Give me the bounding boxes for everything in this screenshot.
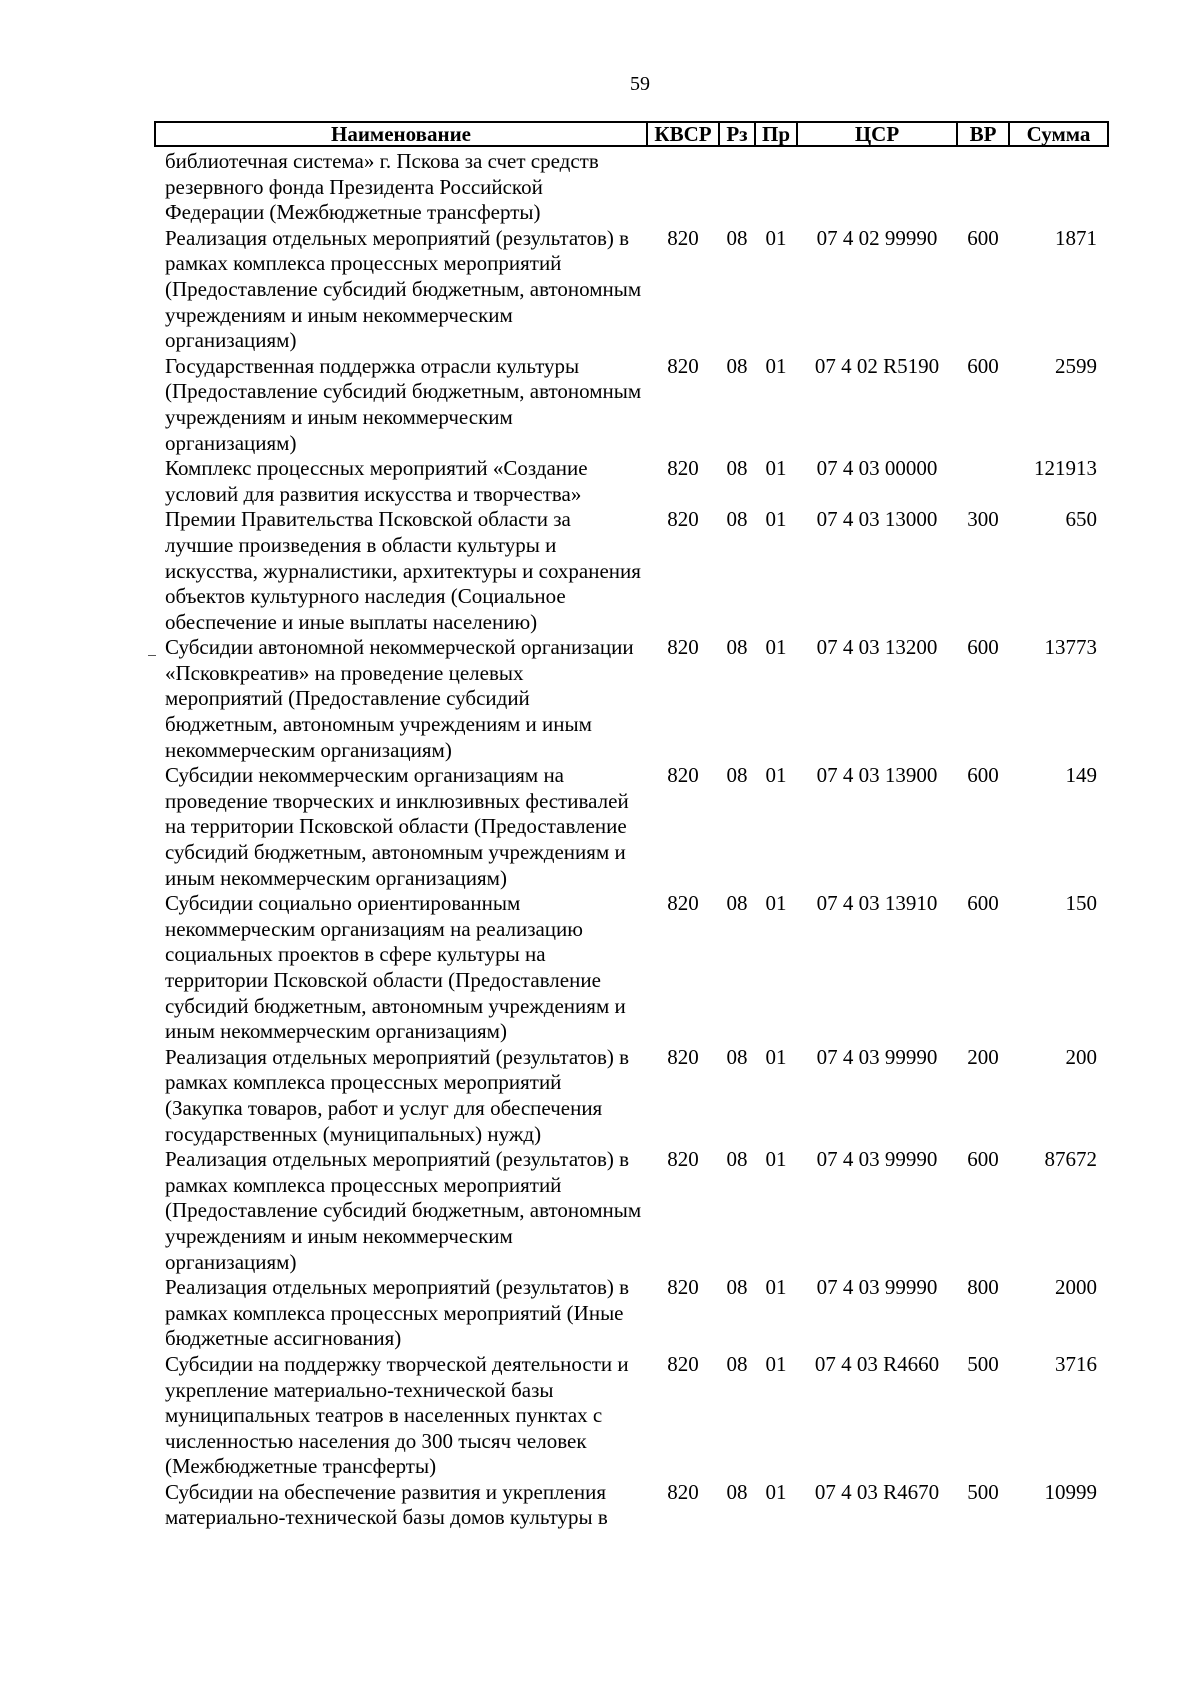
row-pr: 01 bbox=[765, 1479, 787, 1504]
row-kvsr: 820 bbox=[667, 507, 699, 532]
header-vr: ВР bbox=[957, 122, 1009, 146]
row-name: Реализация отдельных мероприятий (результатов) в рамках комплекса процессных мероприятий (Закупка товаров, работ и услуг для обеспечения государственных (муниципальных) нужд) bbox=[165, 1044, 630, 1146]
table-row bbox=[155, 226, 1108, 354]
row-vr: 800 bbox=[967, 1275, 999, 1300]
row-csr: 07 4 03 13910 bbox=[816, 891, 938, 916]
row-pr: 01 bbox=[765, 1351, 787, 1376]
row-pr: 01 bbox=[765, 635, 787, 660]
row-kvsr: 820 bbox=[667, 1275, 699, 1300]
table-row bbox=[155, 507, 1108, 635]
row-csr: 07 4 03 99990 bbox=[816, 1275, 938, 1300]
row-csr: 07 4 03 13900 bbox=[816, 763, 938, 788]
row-name: Реализация отдельных мероприятий (результатов) в рамках комплекса процессных мероприятий (Предоставление субсидий бюджетным, автономным учреждениям и иным некоммерческим организациям) bbox=[165, 225, 642, 353]
row-csr: 07 4 03 13200 bbox=[816, 635, 938, 660]
row-pr bbox=[755, 146, 797, 226]
row-sum: 2000 bbox=[1055, 1275, 1097, 1300]
margin-mark bbox=[148, 655, 156, 656]
table-row bbox=[155, 1275, 1108, 1352]
row-vr: 600 bbox=[967, 635, 999, 660]
row-csr: 07 4 02 99990 bbox=[816, 225, 938, 250]
row-pr: 01 bbox=[765, 225, 787, 250]
row-rz bbox=[719, 146, 755, 226]
row-vr bbox=[957, 146, 1009, 226]
row-rz: 08 bbox=[726, 225, 748, 250]
row-csr: 07 4 03 99990 bbox=[816, 1147, 938, 1172]
row-pr: 01 bbox=[765, 891, 787, 916]
row-rz: 08 bbox=[726, 507, 748, 532]
table-row bbox=[155, 1480, 1108, 1531]
row-rz: 08 bbox=[726, 353, 748, 378]
row-rz: 08 bbox=[726, 891, 748, 916]
row-rz: 08 bbox=[726, 1275, 748, 1300]
row-kvsr: 820 bbox=[667, 1147, 699, 1172]
row-rz: 08 bbox=[726, 763, 748, 788]
budget-table bbox=[154, 121, 1109, 1531]
row-vr: 500 bbox=[967, 1351, 999, 1376]
row-name: Субсидии некоммерческим организациям на проведение творческих и инклюзивных фестивалей на территории Псковской области (Предоставление субсидий бюджетным, автономным учреждениям и иным некоммерческим организациям) bbox=[165, 763, 629, 890]
row-sum: 1871 bbox=[1055, 225, 1097, 250]
table-row bbox=[155, 456, 1108, 507]
row-csr bbox=[797, 146, 957, 226]
row-pr: 01 bbox=[765, 507, 787, 532]
row-sum: 200 bbox=[1065, 1044, 1097, 1069]
row-kvsr: 820 bbox=[667, 456, 699, 481]
row-sum: 650 bbox=[1065, 507, 1097, 532]
page-number: 59 bbox=[630, 73, 650, 95]
row-vr: 500 bbox=[967, 1479, 999, 1504]
row-pr: 01 bbox=[765, 1044, 787, 1069]
row-vr: 600 bbox=[967, 891, 999, 916]
row-sum: 121913 bbox=[1034, 456, 1097, 481]
row-vr: 600 bbox=[967, 353, 999, 378]
table-row bbox=[155, 891, 1108, 1045]
row-rz: 08 bbox=[726, 1147, 748, 1172]
table-row bbox=[155, 1147, 1108, 1275]
row-csr: 07 4 03 99990 bbox=[816, 1044, 938, 1069]
row-kvsr: 820 bbox=[667, 635, 699, 660]
row-rz: 08 bbox=[726, 1351, 748, 1376]
row-pr: 01 bbox=[765, 1147, 787, 1172]
row-sum: 149 bbox=[1065, 763, 1097, 788]
table-row bbox=[155, 146, 1108, 226]
row-vr bbox=[957, 456, 1009, 507]
row-name: Премии Правительства Псковской области за лучшие произведения в области культуры и искусства, журналистики, архитектуры и сохранения объектов культурного наследия (Социальное обеспечение и иные выплаты населению) bbox=[165, 507, 641, 634]
row-sum: 2599 bbox=[1055, 353, 1097, 378]
row-kvsr: 820 bbox=[667, 1044, 699, 1069]
row-name: Субсидии на поддержку творческой деятельности и укрепление материально-технической базы муниципальных театров в населенных пунктах с численностью населения до 300 тысяч человек (Межбюджетные трансферты) bbox=[165, 1351, 629, 1479]
row-kvsr bbox=[647, 146, 719, 226]
row-name: Субсидии социально ориентированным некоммерческим организациям на реализацию социальных проектов в сфере культуры на территории Псковской области (Предоставление субсидий бюджетным, автономным учреждениям и иным некоммерческим организациям) bbox=[165, 891, 626, 1044]
table-header-row bbox=[155, 122, 1108, 146]
row-name: Реализация отдельных мероприятий (результатов) в рамках комплекса процессных мероприятий (Иные бюджетные ассигнования) bbox=[165, 1275, 630, 1351]
row-kvsr: 820 bbox=[667, 1351, 699, 1376]
row-sum: 150 bbox=[1065, 891, 1097, 916]
row-kvsr: 820 bbox=[667, 1479, 699, 1504]
row-name: Субсидии на обеспечение развития и укрепления материально-технической базы домов культуры в bbox=[165, 1479, 608, 1530]
row-vr: 600 bbox=[967, 225, 999, 250]
row-name: Комплекс процессных мероприятий «Создание условий для развития искусства и творчества» bbox=[165, 456, 588, 506]
row-name: Реализация отдельных мероприятий (результатов) в рамках комплекса процессных мероприятий (Предоставление субсидий бюджетным, автономным учреждениям и иным некоммерческим организациям) bbox=[165, 1147, 642, 1274]
row-sum: 3716 bbox=[1055, 1351, 1097, 1376]
row-rz: 08 bbox=[726, 1044, 748, 1069]
header-pr: Пр bbox=[755, 122, 797, 146]
row-pr: 01 bbox=[765, 763, 787, 788]
row-pr: 01 bbox=[765, 456, 787, 481]
row-csr: 07 4 03 00000 bbox=[816, 456, 938, 481]
row-pr: 01 bbox=[765, 353, 787, 378]
header-csr: ЦСР bbox=[797, 122, 957, 146]
row-rz: 08 bbox=[726, 1479, 748, 1504]
header-rz: Рз bbox=[719, 122, 755, 146]
row-sum bbox=[1009, 146, 1108, 226]
row-kvsr: 820 bbox=[667, 225, 699, 250]
row-csr: 07 4 03 R4660 bbox=[814, 1351, 940, 1376]
row-kvsr: 820 bbox=[667, 891, 699, 916]
row-vr: 300 bbox=[967, 507, 999, 532]
row-vr: 600 bbox=[967, 763, 999, 788]
row-vr: 200 bbox=[967, 1044, 999, 1069]
table-row bbox=[155, 763, 1108, 891]
row-sum: 13773 bbox=[1044, 635, 1097, 660]
header-kvsr: КВСР bbox=[647, 122, 719, 146]
header-name: Наименование bbox=[155, 122, 647, 146]
row-csr: 07 4 03 R4670 bbox=[814, 1479, 940, 1504]
row-rz: 08 bbox=[726, 635, 748, 660]
row-sum: 10999 bbox=[1044, 1479, 1097, 1504]
row-pr: 01 bbox=[765, 1275, 787, 1300]
row-name: Государственная поддержка отрасли культуры (Предоставление субсидий бюджетным, автономным учреждениям и иным некоммерческим организациям) bbox=[165, 353, 642, 455]
row-csr: 07 4 03 13000 bbox=[816, 507, 938, 532]
row-name: Субсидии автономной некоммерческой организации «Псковкреатив» на проведение целевых мероприятий (Предоставление субсидий бюджетным, автономным учреждениям и иным некоммерческим организациям) bbox=[165, 635, 634, 762]
table-row bbox=[155, 354, 1108, 456]
table-row bbox=[155, 635, 1108, 763]
row-rz: 08 bbox=[726, 456, 748, 481]
table-row bbox=[155, 1045, 1108, 1147]
row-sum: 87672 bbox=[1044, 1147, 1097, 1172]
row-vr: 600 bbox=[967, 1147, 999, 1172]
table-row bbox=[155, 1352, 1108, 1480]
row-kvsr: 820 bbox=[667, 763, 699, 788]
row-csr: 07 4 02 R5190 bbox=[814, 353, 940, 378]
table-body bbox=[155, 146, 1108, 1531]
row-kvsr: 820 bbox=[667, 353, 699, 378]
row-name: библиотечная система» г. Пскова за счет средств резервного фонда Президента Российской Федерации (Межбюджетные трансферты) bbox=[165, 149, 599, 225]
header-sum: Сумма bbox=[1009, 122, 1108, 146]
